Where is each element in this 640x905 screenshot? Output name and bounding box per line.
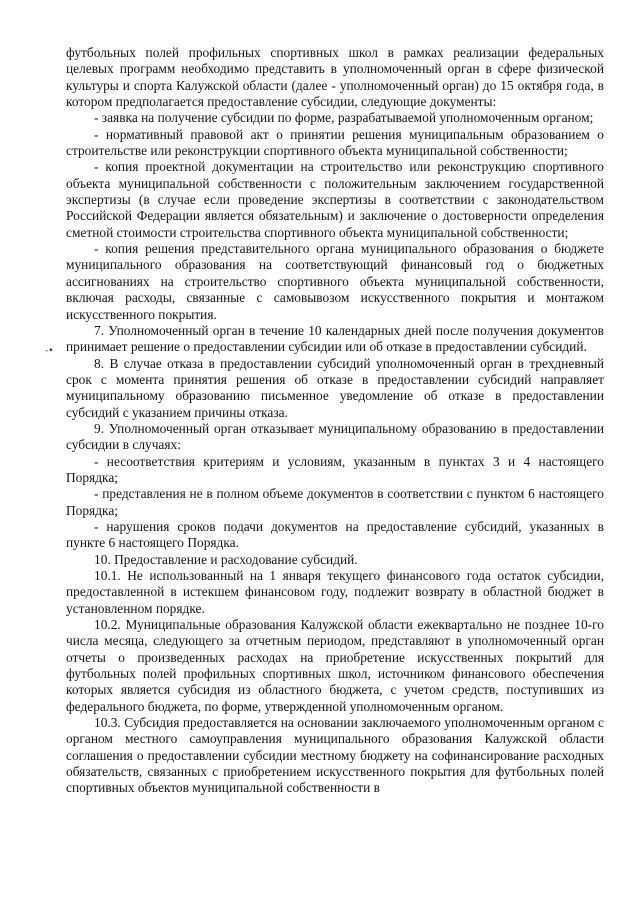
list-item-legal-act: - нормативный правовой акт о принятии решения муниципальным образованием о строительстве или реконструкции спортивного объекта муниципальной собственности; (66, 126, 604, 159)
list-item-incomplete-documents: - представления не в полном объеме документов в соответствии с пунктом 6 настоящего Порядка; (66, 486, 604, 518)
list-item-budget-decision: - копия решения представительного органа муниципального образования о бюджете муниципального образования на соответствующий финансовый год о бюджетных ассигнованиях на строительство спортивного объекта муниципальной собственности, включая расходы, связанные с самовывозом искусственного покрытия и монтажом искусственного покрытия. (66, 241, 604, 322)
scan-artifact-mark: -• (45, 346, 54, 356)
list-item-application: - заявка на получение субсидии по форме, разрабатываемой уполномоченным органом; (94, 110, 594, 126)
list-item-project-documentation: - копия проектной документации на строительство или реконструкцию спортивного объекта муниципальной собственности с положительным заключением государственной экспертизы (в случае если проведение экспертизы в соответствии с законодательством Российской Федерации является обязательным) и заключение о достоверности определения сметной стоимости строительства спортивного объекта муниципальной собственности; (66, 159, 604, 240)
document-page (66, 45, 604, 797)
clause-9: 9. Уполномоченный орган отказывает муниципальному образованию в предоставлении субсидии в случаях: (66, 420, 604, 453)
clause-10-3: 10.3. Субсидия предоставляется на основании заключаемого уполномоченным органом с органом местного самоуправления муниципального образования Калужской области соглашения о предоставлении субсидии местному бюджету на софинансирование расходных обязательств, связанных с приобретением искусственного покрытия для футбольных полей спортивных объектов муниципальной собственности в (66, 715, 604, 796)
clause-7: 7. Уполномоченный орган в течение 10 календарных дней после получения документов принимает решение о предоставлении субсидии или об отказе в предоставлении субсидий. (66, 322, 604, 355)
paragraph-intro: футбольных полей профильных спортивных школ в рамках реализации федеральных целевых программ необходимо представить в уполномоченный орган в сфере физической культуры и спорта Калужской области (далее - уполномоченный орган) до 15 октября года, в котором предполагается предоставление субсидии, следующие документы: (66, 45, 604, 110)
list-item-criteria-mismatch: - несоответствия критериям и условиям, указанным в пунктах 3 и 4 настоящего Порядка; (66, 453, 604, 485)
list-item-deadline-violation: - нарушения сроков подачи документов на предоставление субсидий, указанных в пункте 6 настоящего Порядка. (66, 518, 604, 551)
clause-10: 10. Предоставление и расходование субсидий. (94, 551, 358, 567)
clause-10-1: 10.1. Не использованный на 1 января текущего финансового года остаток субсидии, предоставленной в истекшем финансовом году, подлежит возврату в областной бюджет в установленном порядке. (66, 568, 604, 616)
clause-10-2: 10.2. Муниципальные образования Калужской области ежеквартально не позднее 10-го числа месяца, следующего за отчетным периодом, представляют в уполномоченный орган отчеты о произведенных расходах на приобретение искусственных покрытий для футбольных полей профильных спортивных школ, источником финансового обеспечения которых является субсидия из областного бюджета, с учетом средств, поступивших из федерального бюджета, по форме, утвержденной уполномоченным органом. (66, 617, 604, 714)
clause-8: 8. В случае отказа в предоставлении субсидий уполномоченный орган в трехдневный срок с момента принятия решения об отказе в предоставлении субсидий направляет муниципальному образованию письменное уведомление об отказе в предоставлении субсидий с указанием причины отказа. (66, 355, 604, 420)
